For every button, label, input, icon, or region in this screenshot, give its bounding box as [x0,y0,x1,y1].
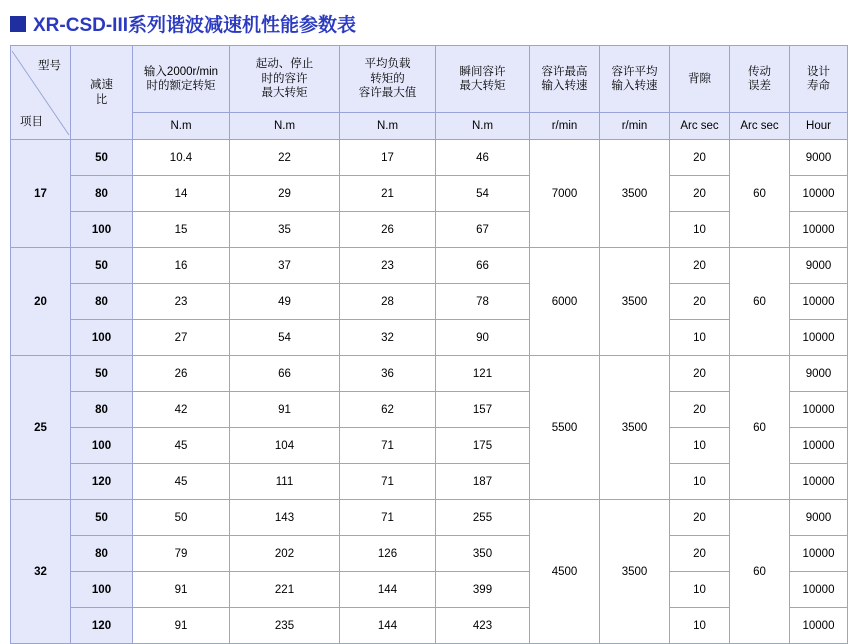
backlash-cell: 20 [670,140,730,176]
transmission-error-cell: 60 [730,356,790,500]
design-life-cell: 10000 [790,392,848,428]
rated-torque-cell: 42 [133,392,230,428]
avg-input-speed-cell: 3500 [600,140,670,248]
instant-max-torque-cell: 54 [436,176,530,212]
table-row [11,140,848,176]
model-cell: 32 [11,500,71,644]
instant-max-torque-cell: 66 [436,248,530,284]
header-design-life-label: 设计 寿命 [807,65,830,92]
model-cell: 17 [11,140,71,248]
rated-torque-cell: 91 [133,572,230,608]
rated-torque-cell: 50 [133,500,230,536]
header-transmission-error-label: 传动 误差 [748,65,771,92]
avg-input-speed-cell: 3500 [600,500,670,644]
avg-load-torque-cell: 71 [340,464,436,500]
header-start-stop-torque [230,46,340,113]
instant-max-torque-cell: 175 [436,428,530,464]
unit-rated-torque: N.m [133,113,230,140]
rated-torque-cell: 16 [133,248,230,284]
design-life-cell: 10000 [790,608,848,644]
header-avg-load-torque-label: 平均负载 转矩的 容许最大值 [358,58,417,100]
start-stop-torque-cell: 22 [230,140,340,176]
backlash-cell: 10 [670,608,730,644]
instant-max-torque-cell: 350 [436,536,530,572]
ratio-cell: 80 [71,284,133,320]
transmission-error-cell: 60 [730,248,790,356]
backlash-cell: 10 [670,320,730,356]
table-header [11,46,848,140]
start-stop-torque-cell: 54 [230,320,340,356]
header-corner-cell [11,46,71,140]
rated-torque-cell: 14 [133,176,230,212]
instant-max-torque-cell: 423 [436,608,530,644]
table-row [11,572,848,608]
instant-max-torque-cell: 157 [436,392,530,428]
table-body [11,140,848,644]
ratio-cell: 80 [71,536,133,572]
max-input-speed-cell: 4500 [530,500,600,644]
avg-load-torque-cell: 144 [340,608,436,644]
backlash-cell: 20 [670,392,730,428]
avg-load-torque-cell: 71 [340,428,436,464]
rated-torque-cell: 10.4 [133,140,230,176]
avg-load-torque-cell: 28 [340,284,436,320]
header-rated-torque-label: 输入2000r/min 时的额定转矩 [143,65,219,92]
header-backlash [670,46,730,113]
instant-max-torque-cell: 255 [436,500,530,536]
avg-load-torque-cell: 62 [340,392,436,428]
model-cell: 20 [11,248,71,356]
table-row [11,248,848,284]
design-life-cell: 9000 [790,140,848,176]
backlash-cell: 20 [670,176,730,212]
table-row [11,320,848,356]
ratio-cell: 50 [71,500,133,536]
table-row [11,284,848,320]
start-stop-torque-cell: 91 [230,392,340,428]
avg-load-torque-cell: 26 [340,212,436,248]
avg-load-torque-cell: 71 [340,500,436,536]
backlash-cell: 20 [670,248,730,284]
table-row [11,500,848,536]
ratio-cell: 80 [71,392,133,428]
start-stop-torque-cell: 221 [230,572,340,608]
max-input-speed-cell: 6000 [530,248,600,356]
unit-start-stop-torque: N.m [230,113,340,140]
header-instant-max-torque-label: 瞬间容许 最大转矩 [459,65,506,92]
unit-transmission-error: Arc sec [730,113,790,140]
header-ratio [71,46,133,140]
header-model-label: 型号 [38,59,61,72]
start-stop-torque-cell: 143 [230,500,340,536]
ratio-cell: 120 [71,464,133,500]
unit-design-life: Hour [790,113,848,140]
header-avg-input-speed-label: 容许平均 输入转速 [611,65,658,92]
design-life-cell: 10000 [790,464,848,500]
ratio-cell: 50 [71,248,133,284]
avg-load-torque-cell: 126 [340,536,436,572]
design-life-cell: 10000 [790,176,848,212]
start-stop-torque-cell: 235 [230,608,340,644]
header-design-life [790,46,848,113]
avg-load-torque-cell: 32 [340,320,436,356]
design-life-cell: 10000 [790,320,848,356]
ratio-cell: 100 [71,212,133,248]
avg-load-torque-cell: 17 [340,140,436,176]
backlash-cell: 10 [670,464,730,500]
avg-load-torque-cell: 36 [340,356,436,392]
rated-torque-cell: 91 [133,608,230,644]
avg-input-speed-cell: 3500 [600,248,670,356]
instant-max-torque-cell: 121 [436,356,530,392]
backlash-cell: 20 [670,284,730,320]
title-text: XR-CSD-III系列谐波减速机性能参数表 [33,15,357,36]
backlash-cell: 10 [670,428,730,464]
design-life-cell: 10000 [790,536,848,572]
unit-avg-input-speed: r/min [600,113,670,140]
design-life-cell: 9000 [790,500,848,536]
avg-load-torque-cell: 21 [340,176,436,212]
table-row [11,608,848,644]
header-rated-torque [133,46,230,113]
instant-max-torque-cell: 67 [436,212,530,248]
ratio-cell: 80 [71,176,133,212]
ratio-cell: 50 [71,140,133,176]
header-avg-input-speed [600,46,670,113]
start-stop-torque-cell: 29 [230,176,340,212]
start-stop-torque-cell: 37 [230,248,340,284]
design-life-cell: 10000 [790,428,848,464]
unit-avg-load-torque: N.m [340,113,436,140]
design-life-cell: 9000 [790,356,848,392]
transmission-error-cell: 60 [730,500,790,644]
table-row [11,356,848,392]
page-title [0,0,799,45]
instant-max-torque-cell: 46 [436,140,530,176]
rated-torque-cell: 26 [133,356,230,392]
rated-torque-cell: 45 [133,464,230,500]
start-stop-torque-cell: 66 [230,356,340,392]
title-marker-icon [10,16,26,32]
start-stop-torque-cell: 104 [230,428,340,464]
max-input-speed-cell: 5500 [530,356,600,500]
instant-max-torque-cell: 78 [436,284,530,320]
start-stop-torque-cell: 35 [230,212,340,248]
rated-torque-cell: 23 [133,284,230,320]
model-cell: 25 [11,356,71,500]
instant-max-torque-cell: 399 [436,572,530,608]
backlash-cell: 20 [670,536,730,572]
table-row [11,212,848,248]
design-life-cell: 10000 [790,284,848,320]
ratio-cell: 100 [71,572,133,608]
ratio-cell: 100 [71,428,133,464]
rated-torque-cell: 27 [133,320,230,356]
header-item-label: 项目 [20,115,43,128]
header-max-input-speed-label: 容许最高 输入转速 [541,65,588,92]
unit-max-input-speed: r/min [530,113,600,140]
max-input-speed-cell: 7000 [530,140,600,248]
avg-input-speed-cell: 3500 [600,356,670,500]
backlash-cell: 20 [670,500,730,536]
rated-torque-cell: 79 [133,536,230,572]
ratio-cell: 100 [71,320,133,356]
header-instant-max-torque [436,46,530,113]
unit-backlash: Arc sec [670,113,730,140]
start-stop-torque-cell: 49 [230,284,340,320]
ratio-cell: 50 [71,356,133,392]
header-max-input-speed [530,46,600,113]
avg-load-torque-cell: 23 [340,248,436,284]
instant-max-torque-cell: 90 [436,320,530,356]
header-ratio-label: 减速 比 [90,79,113,106]
instant-max-torque-cell: 187 [436,464,530,500]
header-transmission-error [730,46,790,113]
ratio-cell: 120 [71,608,133,644]
rated-torque-cell: 15 [133,212,230,248]
header-avg-load-torque [340,46,436,113]
header-start-stop-torque-label: 起动、停止 时的容许 最大转矩 [255,58,314,100]
unit-instant-max-torque: N.m [436,113,530,140]
spec-table [10,45,848,644]
start-stop-torque-cell: 202 [230,536,340,572]
table-row [11,464,848,500]
design-life-cell: 9000 [790,248,848,284]
table-row [11,428,848,464]
header-backlash-label: 背隙 [688,72,711,85]
table-row [11,536,848,572]
table-row [11,176,848,212]
backlash-cell: 10 [670,212,730,248]
rated-torque-cell: 45 [133,428,230,464]
backlash-cell: 10 [670,572,730,608]
start-stop-torque-cell: 111 [230,464,340,500]
design-life-cell: 10000 [790,572,848,608]
transmission-error-cell: 60 [730,140,790,248]
avg-load-torque-cell: 144 [340,572,436,608]
backlash-cell: 20 [670,356,730,392]
design-life-cell: 10000 [790,212,848,248]
table-row [11,392,848,428]
